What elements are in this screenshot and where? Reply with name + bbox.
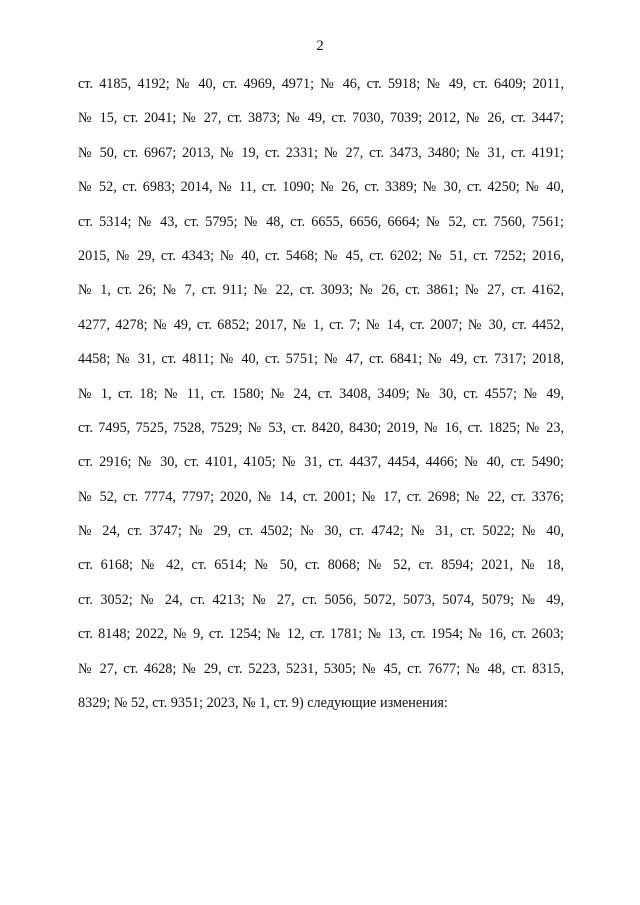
text-line: 2015, № 29, ст. 4343; № 40, ст. 5468; № 45, ст. 6202; № 51, ст. 7252; 2016,: [78, 247, 564, 264]
text-line: ст. 7495, 7525, 7528, 7529; № 53, ст. 8420, 8430; 2019, № 16, ст. 1825; № 23,: [78, 419, 564, 436]
text-line: № 27, ст. 4628; № 29, ст. 5223, 5231, 5305; № 45, ст. 7677; № 48, ст. 8315,: [78, 660, 564, 677]
text-line: ст. 4185, 4192; № 40, ст. 4969, 4971; № 46, ст. 5918; № 49, ст. 6409; 2011,: [78, 76, 564, 92]
text-line: ст. 8148; 2022, № 9, ст. 1254; № 12, ст. 1781; № 13, ст. 1954; № 16, ст. 2603;: [78, 626, 564, 643]
text-line: 4277, 4278; № 49, ст. 6852; 2017, № 1, ст. 7; № 14, ст. 2007; № 30, ст. 4452,: [78, 316, 564, 333]
body-text: [78, 74, 564, 727]
text-line: № 1, ст. 18; № 11, ст. 1580; № 24, ст. 3408, 3409; № 30, ст. 4557; № 49,: [78, 385, 564, 402]
text-line: № 50, ст. 6967; 2013, № 19, ст. 2331; № 27, ст. 3473, 3480; № 31, ст. 4191;: [78, 144, 564, 161]
text-line: № 15, ст. 2041; № 27, ст. 3873; № 49, ст. 7030, 7039; 2012, № 26, ст. 3447;: [78, 110, 564, 127]
text-line: ст. 2916; № 30, ст. 4101, 4105; № 31, ст. 4437, 4454, 4466; № 40, ст. 5490;: [78, 454, 564, 471]
text-line: № 52, ст. 6983; 2014, № 11, ст. 1090; № 26, ст. 3389; № 30, ст. 4250; № 40,: [78, 179, 564, 196]
text-line: 4458; № 31, ст. 4811; № 40, ст. 5751; № 47, ст. 6841; № 49, ст. 7317; 2018,: [78, 351, 564, 368]
text-line: № 24, ст. 3747; № 29, ст. 4502; № 30, ст. 4742; № 31, ст. 5022; № 40,: [78, 523, 564, 540]
text-line: № 52, ст. 7774, 7797; 2020, № 14, ст. 2001; № 17, ст. 2698; № 22, ст. 3376;: [78, 488, 564, 505]
text-line: 8329; № 52, ст. 9351; 2023, № 1, ст. 9) следующие изменения:: [78, 695, 448, 712]
text-line: ст. 6168; № 42, ст. 6514; № 50, ст. 8068; № 52, ст. 8594; 2021, № 18,: [78, 557, 564, 574]
text-line: ст. 5314; № 43, ст. 5795; № 48, ст. 6655, 6656, 6664; № 52, ст. 7560, 7561;: [78, 213, 564, 230]
text-line: ст. 3052; № 24, ст. 4213; № 27, ст. 5056, 5072, 5073, 5074, 5079; № 49,: [78, 591, 564, 608]
page-number: 2: [316, 38, 324, 54]
text-line: № 1, ст. 26; № 7, ст. 911; № 22, ст. 3093; № 26, ст. 3861; № 27, ст. 4162,: [78, 282, 564, 299]
